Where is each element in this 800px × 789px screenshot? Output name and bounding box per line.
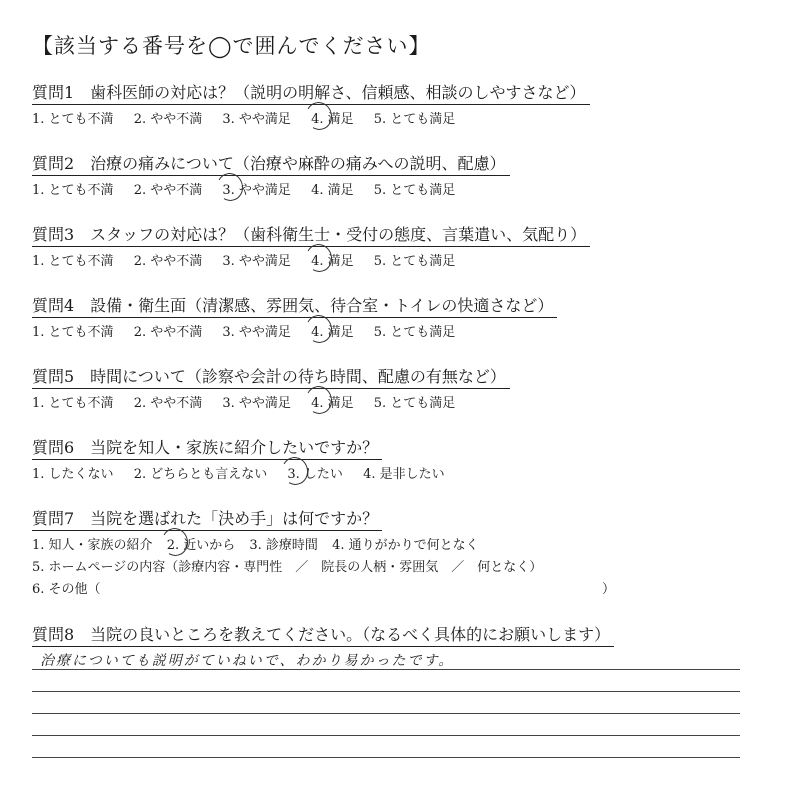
q6-option-2[interactable]: 2. どちらとも言えない bbox=[133, 467, 268, 482]
q7-option-4[interactable]: 4. 通りがかりで何となく bbox=[332, 538, 479, 553]
question-7 bbox=[32, 506, 772, 597]
q7-option-6-label: 6. その他（ bbox=[32, 582, 101, 597]
q2-option-3-selected[interactable]: 3. やや満足 bbox=[222, 179, 291, 198]
q7-option-1[interactable]: 1. 知人・家族の紹介 bbox=[32, 538, 153, 553]
q1-option-1[interactable]: 1. とても不満 bbox=[32, 112, 114, 127]
question-1-title: 質問1 歯科医師の対応は？（説明の明解さ、信頼感、相談のしやすさなど） bbox=[32, 80, 590, 105]
instruction-heading: 【該当する番号を◯で囲んでください】 bbox=[32, 34, 431, 58]
question-6-options bbox=[32, 463, 772, 482]
q3-option-2[interactable]: 2. やや不満 bbox=[133, 254, 203, 269]
q4-option-3[interactable]: 3. やや満足 bbox=[222, 325, 291, 340]
q1-option-4-selected[interactable]: 4. 満足 bbox=[311, 108, 354, 127]
answer-line[interactable] bbox=[32, 736, 740, 758]
question-3-options bbox=[32, 250, 772, 269]
q3-option-3[interactable]: 3. やや満足 bbox=[222, 254, 291, 269]
q7-option-6-row[interactable] bbox=[32, 578, 772, 597]
question-2-title: 質問2 治療の痛みについて（治療や麻酔の痛みへの説明、配慮） bbox=[32, 151, 510, 176]
q6-option-1[interactable]: 1. したくない bbox=[32, 467, 114, 482]
answer-line[interactable] bbox=[32, 670, 740, 692]
q7-option-2-selected[interactable]: 2. 近いから bbox=[167, 534, 236, 553]
q2-option-4[interactable]: 4. 満足 bbox=[311, 183, 354, 198]
answer-line[interactable] bbox=[32, 692, 740, 714]
question-6 bbox=[32, 435, 772, 482]
question-8-title: 質問8 当院の良いところを教えてください。（なるべく具体的にお願いします） bbox=[32, 622, 614, 647]
question-4 bbox=[32, 293, 772, 340]
question-2 bbox=[32, 151, 772, 198]
q4-option-4-selected[interactable]: 4. 満足 bbox=[311, 321, 354, 340]
question-4-title: 質問4 設備・衛生面（清潔感、雰囲気、待合室・トイレの快適さなど） bbox=[32, 293, 557, 318]
q4-option-5[interactable]: 5. とても満足 bbox=[373, 325, 456, 340]
q6-option-4[interactable]: 4. 是非したい bbox=[363, 467, 445, 482]
question-3 bbox=[32, 222, 772, 269]
q2-option-2[interactable]: 2. やや不満 bbox=[133, 183, 203, 198]
q3-option-4-selected[interactable]: 4. 満足 bbox=[311, 250, 354, 269]
question-6-title: 質問6 当院を知人・家族に紹介したいですか？ bbox=[32, 435, 382, 460]
question-8 bbox=[32, 622, 772, 647]
question-5-options bbox=[32, 392, 772, 411]
question-7-options bbox=[32, 534, 772, 553]
q5-option-2[interactable]: 2. やや不満 bbox=[133, 396, 203, 411]
answer-line[interactable] bbox=[32, 714, 740, 736]
q4-option-1[interactable]: 1. とても不満 bbox=[32, 325, 114, 340]
handwritten-answer: 治療についても説明がていねいで、わかり易かったです。 bbox=[40, 653, 455, 669]
question-3-title: 質問3 スタッフの対応は？（歯科衛生士・受付の態度、言葉遣い、気配り） bbox=[32, 222, 590, 247]
question-5 bbox=[32, 364, 772, 411]
q7-option-5[interactable]: 5. ホームページの内容（診療内容・専門性 ／ 院長の人柄・雰囲気 ／ 何となく） bbox=[32, 560, 543, 575]
q5-option-4-selected[interactable]: 4. 満足 bbox=[311, 392, 354, 411]
q1-option-3[interactable]: 3. やや満足 bbox=[222, 112, 291, 127]
q4-option-2[interactable]: 2. やや不満 bbox=[133, 325, 203, 340]
question-2-options bbox=[32, 179, 772, 198]
answer-line[interactable] bbox=[32, 648, 740, 670]
q5-option-3[interactable]: 3. やや満足 bbox=[222, 396, 291, 411]
q2-option-5[interactable]: 5. とても満足 bbox=[373, 183, 456, 198]
q3-option-1[interactable]: 1. とても不満 bbox=[32, 254, 114, 269]
q5-option-1[interactable]: 1. とても不満 bbox=[32, 396, 114, 411]
q7-option-6-close: ） bbox=[602, 582, 616, 597]
q7-option-3[interactable]: 3. 診療時間 bbox=[249, 538, 318, 553]
question-5-title: 質問5 時間について（診察や会計の待ち時間、配慮の有無など） bbox=[32, 364, 510, 389]
q1-option-2[interactable]: 2. やや不満 bbox=[133, 112, 203, 127]
question-1 bbox=[32, 80, 772, 127]
q1-option-5[interactable]: 5. とても満足 bbox=[373, 112, 456, 127]
q3-option-5[interactable]: 5. とても満足 bbox=[373, 254, 456, 269]
q2-option-1[interactable]: 1. とても不満 bbox=[32, 183, 114, 198]
q5-option-5[interactable]: 5. とても満足 bbox=[373, 396, 456, 411]
question-1-options bbox=[32, 108, 772, 127]
answer-lines[interactable] bbox=[32, 648, 740, 758]
q6-option-3-selected[interactable]: 3. したい bbox=[287, 463, 343, 482]
question-4-options bbox=[32, 321, 772, 340]
question-7-title: 質問7 当院を選ばれた「決め手」は何ですか？ bbox=[32, 506, 382, 531]
